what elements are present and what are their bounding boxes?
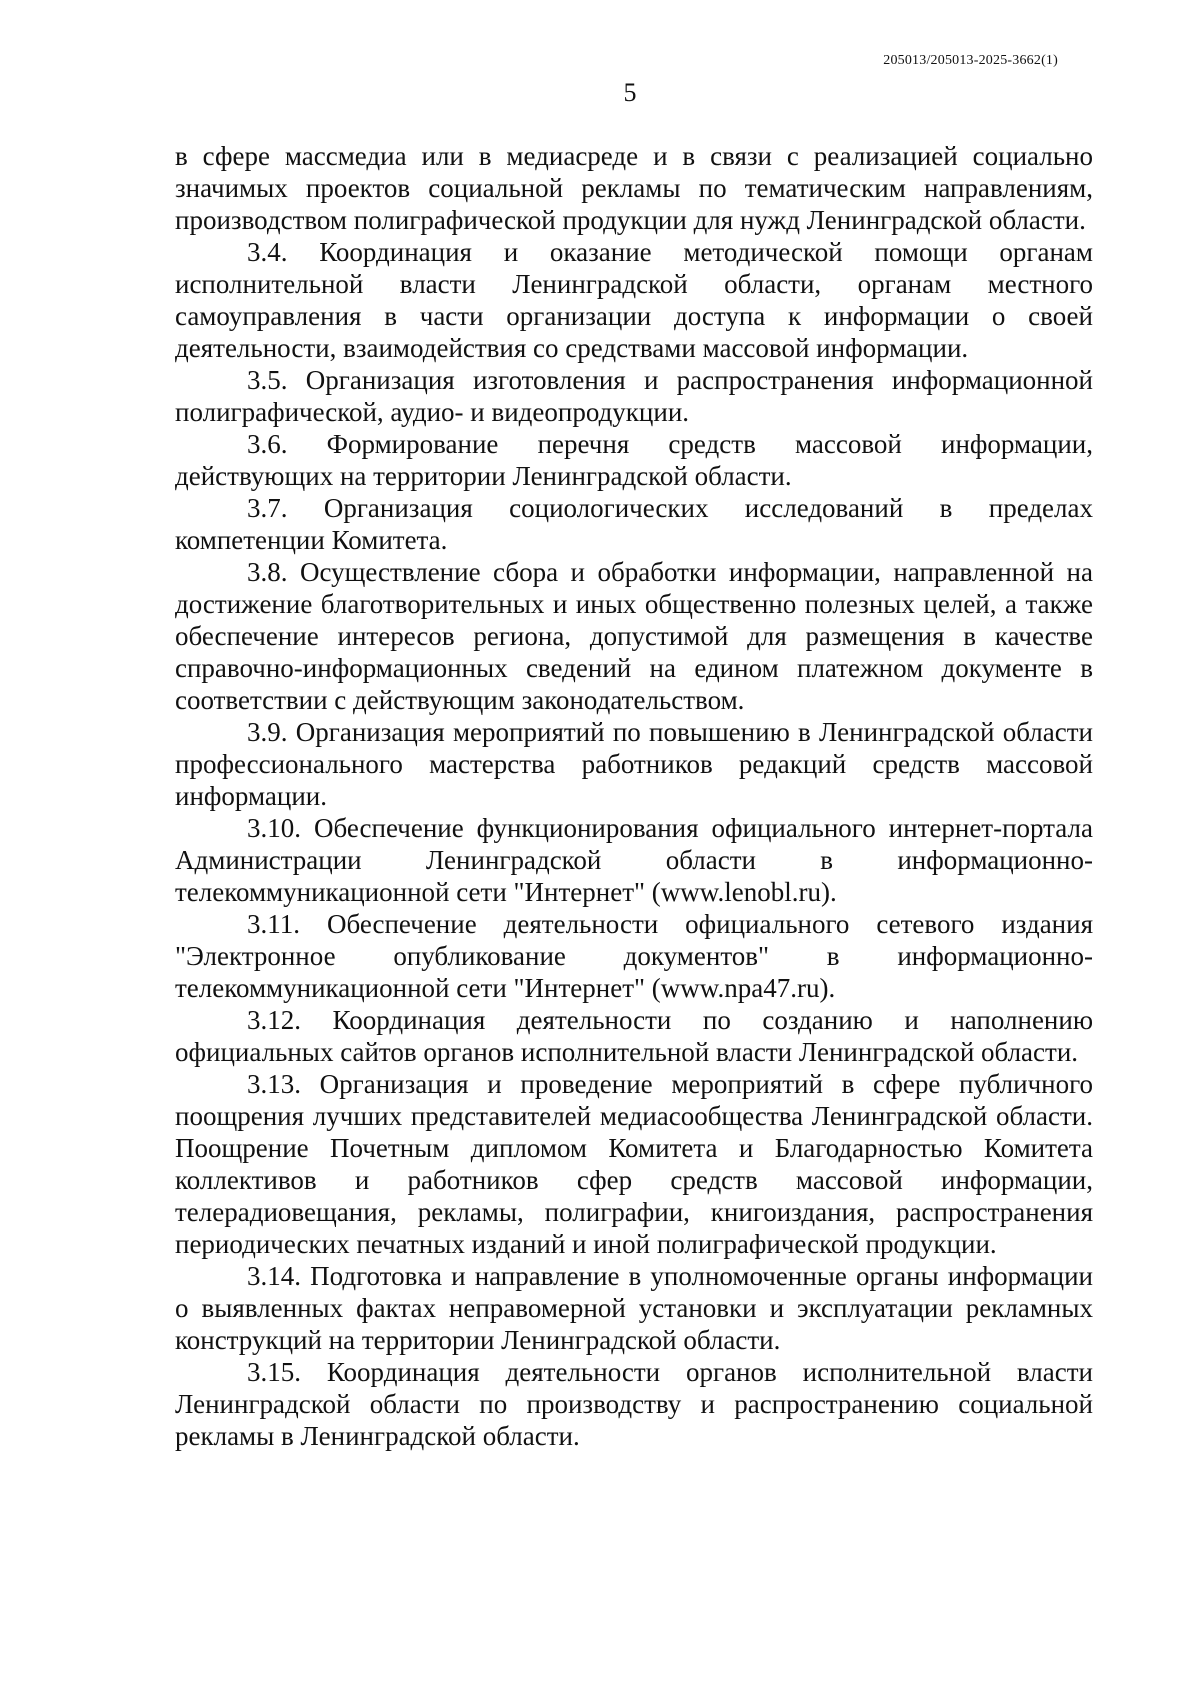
paragraph-3-7: 3.7. Организация социологических исследований в пределах компетенции Комитета. xyxy=(175,493,1093,555)
paragraph-3-8: 3.8. Осуществление сбора и обработки информации, направленной на достижение благотворительных и иных общественно полезных целей, а также обеспечение интересов региона, допустимой для размещения в качестве справочно-информационных сведений на едином платежном документе в соответствии с действующим законодательством. xyxy=(175,557,1093,715)
page-number: 5 xyxy=(623,78,637,107)
document-body xyxy=(175,140,1093,1452)
paragraph-3-15: 3.15. Координация деятельности органов исполнительной власти Ленинградской области по производству и распространению социальной рекламы в Ленинградской области. xyxy=(175,1357,1093,1451)
paragraph-continuation: в сфере массмедиа или в медиасреде и в связи с реализацией социально значимых проектов социальной рекламы по тематическим направлениям, производством полиграфической продукции для нужд Ленинградской области. xyxy=(175,141,1093,235)
paragraph-3-13: 3.13. Организация и проведение мероприятий в сфере публичного поощрения лучших представителей медиасообщества Ленинградской области. Поощрение Почетным дипломом Комитета и Благодарностью Комитета коллективов и работников сфер средств массовой информации, телерадиовещания, рекламы, полиграфии, книгоиздания, распространения периодических печатных изданий и иной полиграфической продукции. xyxy=(175,1069,1093,1259)
paragraph-3-6: 3.6. Формирование перечня средств массовой информации, действующих на территории Ленинградской области. xyxy=(175,429,1093,491)
paragraph-3-4: 3.4. Координация и оказание методической помощи органам исполнительной власти Ленинградской области, органам местного самоуправления в части организации доступа к информации о своей деятельности, взаимодействия со средствами массовой информации. xyxy=(175,237,1093,363)
paragraph-3-5: 3.5. Организация изготовления и распространения информационной полиграфической, аудио- и видеопродукции. xyxy=(175,365,1093,427)
paragraph-3-11: 3.11. Обеспечение деятельности официального сетевого издания "Электронное опубликование документов" в информационно-телекоммуникационной сети "Интернет" (www.npa47.ru). xyxy=(175,909,1093,1003)
paragraph-3-9: 3.9. Организация мероприятий по повышению в Ленинградской области профессионального мастерства работников редакций средств массовой информации. xyxy=(175,717,1093,811)
paragraph-3-14: 3.14. Подготовка и направление в уполномоченные органы информации о выявленных фактах неправомерной установки и эксплуатации рекламных конструкций на территории Ленинградской области. xyxy=(175,1261,1093,1355)
paragraph-3-10: 3.10. Обеспечение функционирования официального интернет-портала Администрации Ленинградской области в информационно-телекоммуникационной сети "Интернет" (www.lenobl.ru). xyxy=(175,813,1093,907)
paragraph-3-12: 3.12. Координация деятельности по созданию и наполнению официальных сайтов органов исполнительной власти Ленинградской области. xyxy=(175,1005,1093,1067)
document-registration-number: 205013/205013-2025-3662(1) xyxy=(883,53,1058,68)
